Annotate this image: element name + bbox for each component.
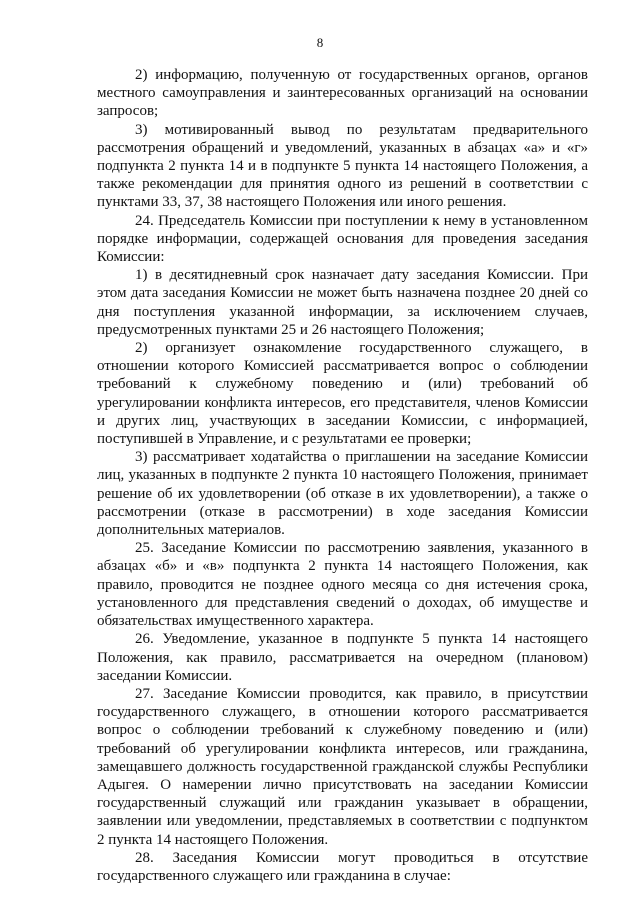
paragraph-3-motivated-conclusion: 3) мотивированный вывод по результатам предварительного рассмотрения обращений и уведомлений, указанных в абзацах «а» и «г» подпункта 2 пункта 14 и в подпункте 5 пункта 14 настоящего Положения, а также рекомендации для принятия одного из решений в соответствии с пунктами 33, 37, 38 настоящего Положения или иного решения. — [97, 121, 588, 211]
document-body — [97, 66, 588, 885]
page-number: 8 — [316, 35, 324, 50]
paragraph-27-presence: 27. Заседание Комиссии проводится, как правило, в присутствии государственного служащего, в отношении которого рассматривается вопрос о соблюдении требований к служебному поведению и (или) требований об урегулировании конфликта интересов, или гражданина, замещавшего должность государственной гражданской службы Республики Адыгея. О намерении лично присутствовать на заседании Комиссии государственный служащий или гражданин указывает в обращении, заявлении или уведомлении, представляемых в соответствии с подпунктом 2 пункта 14 настоящего Положения. — [97, 685, 588, 848]
paragraph-24-2-familiarization: 2) организует ознакомление государственного служащего, в отношении которого Комиссией рассматривается вопрос о соблюдении требований к служебному поведению и (или) требований об урегулировании конфликта интересов, его представителя, членов Комиссии и других лиц, участвующих в заседании Комиссии, с информацией, поступившей в Управление, и с результатами ее проверки; — [97, 340, 588, 448]
paragraph-26-notification: 26. Уведомление, указанное в подпункте 5 пункта 14 настоящего Положения, как правило, рассматривается на очередном (плановом) заседании Комиссии. — [97, 631, 588, 684]
paragraph-24-chairman: 24. Председатель Комиссии при поступлении к нему в установленном порядке информации, содержащей основания для проведения заседания Комиссии: — [97, 212, 588, 266]
paragraph-28-absence: 28. Заседания Комиссии могут проводиться в отсутствие государственного служащего или гражданина в случае: — [97, 849, 588, 884]
paragraph-24-1-meeting-date: 1) в десятидневный срок назначает дату заседания Комиссии. При этом дата заседания Комиссии не может быть назначена позднее 20 дней со дня поступления указанной информации, за исключением случаев, предусмотренных пунктами 25 и 26 настоящего Положения; — [97, 267, 588, 338]
paragraph-24-3-petitions: 3) рассматривает ходатайства о приглашении на заседание Комиссии лиц, указанных в подпункте 2 пункта 10 настоящего Положения, принимает решение об их удовлетворении (об отказе в их удовлетворении), а также о рассмотрении (отказе в рассмотрении) в ходе заседания Комиссии дополнительных материалов. — [97, 449, 588, 539]
paragraph-25-application-meeting: 25. Заседание Комиссии по рассмотрению заявления, указанного в абзацах «б» и «в» подпункта 2 пункта 14 настоящего Положения, как правило, проводится не позднее одного месяца со дня истечения срока, установленного для представления сведений о доходах, об имуществе и обязательствах имущественного характера. — [97, 540, 588, 630]
paragraph-2-information: 2) информацию, полученную от государственных органов, органов местного самоуправления и заинтересованных организаций на основании запросов; — [97, 67, 588, 120]
